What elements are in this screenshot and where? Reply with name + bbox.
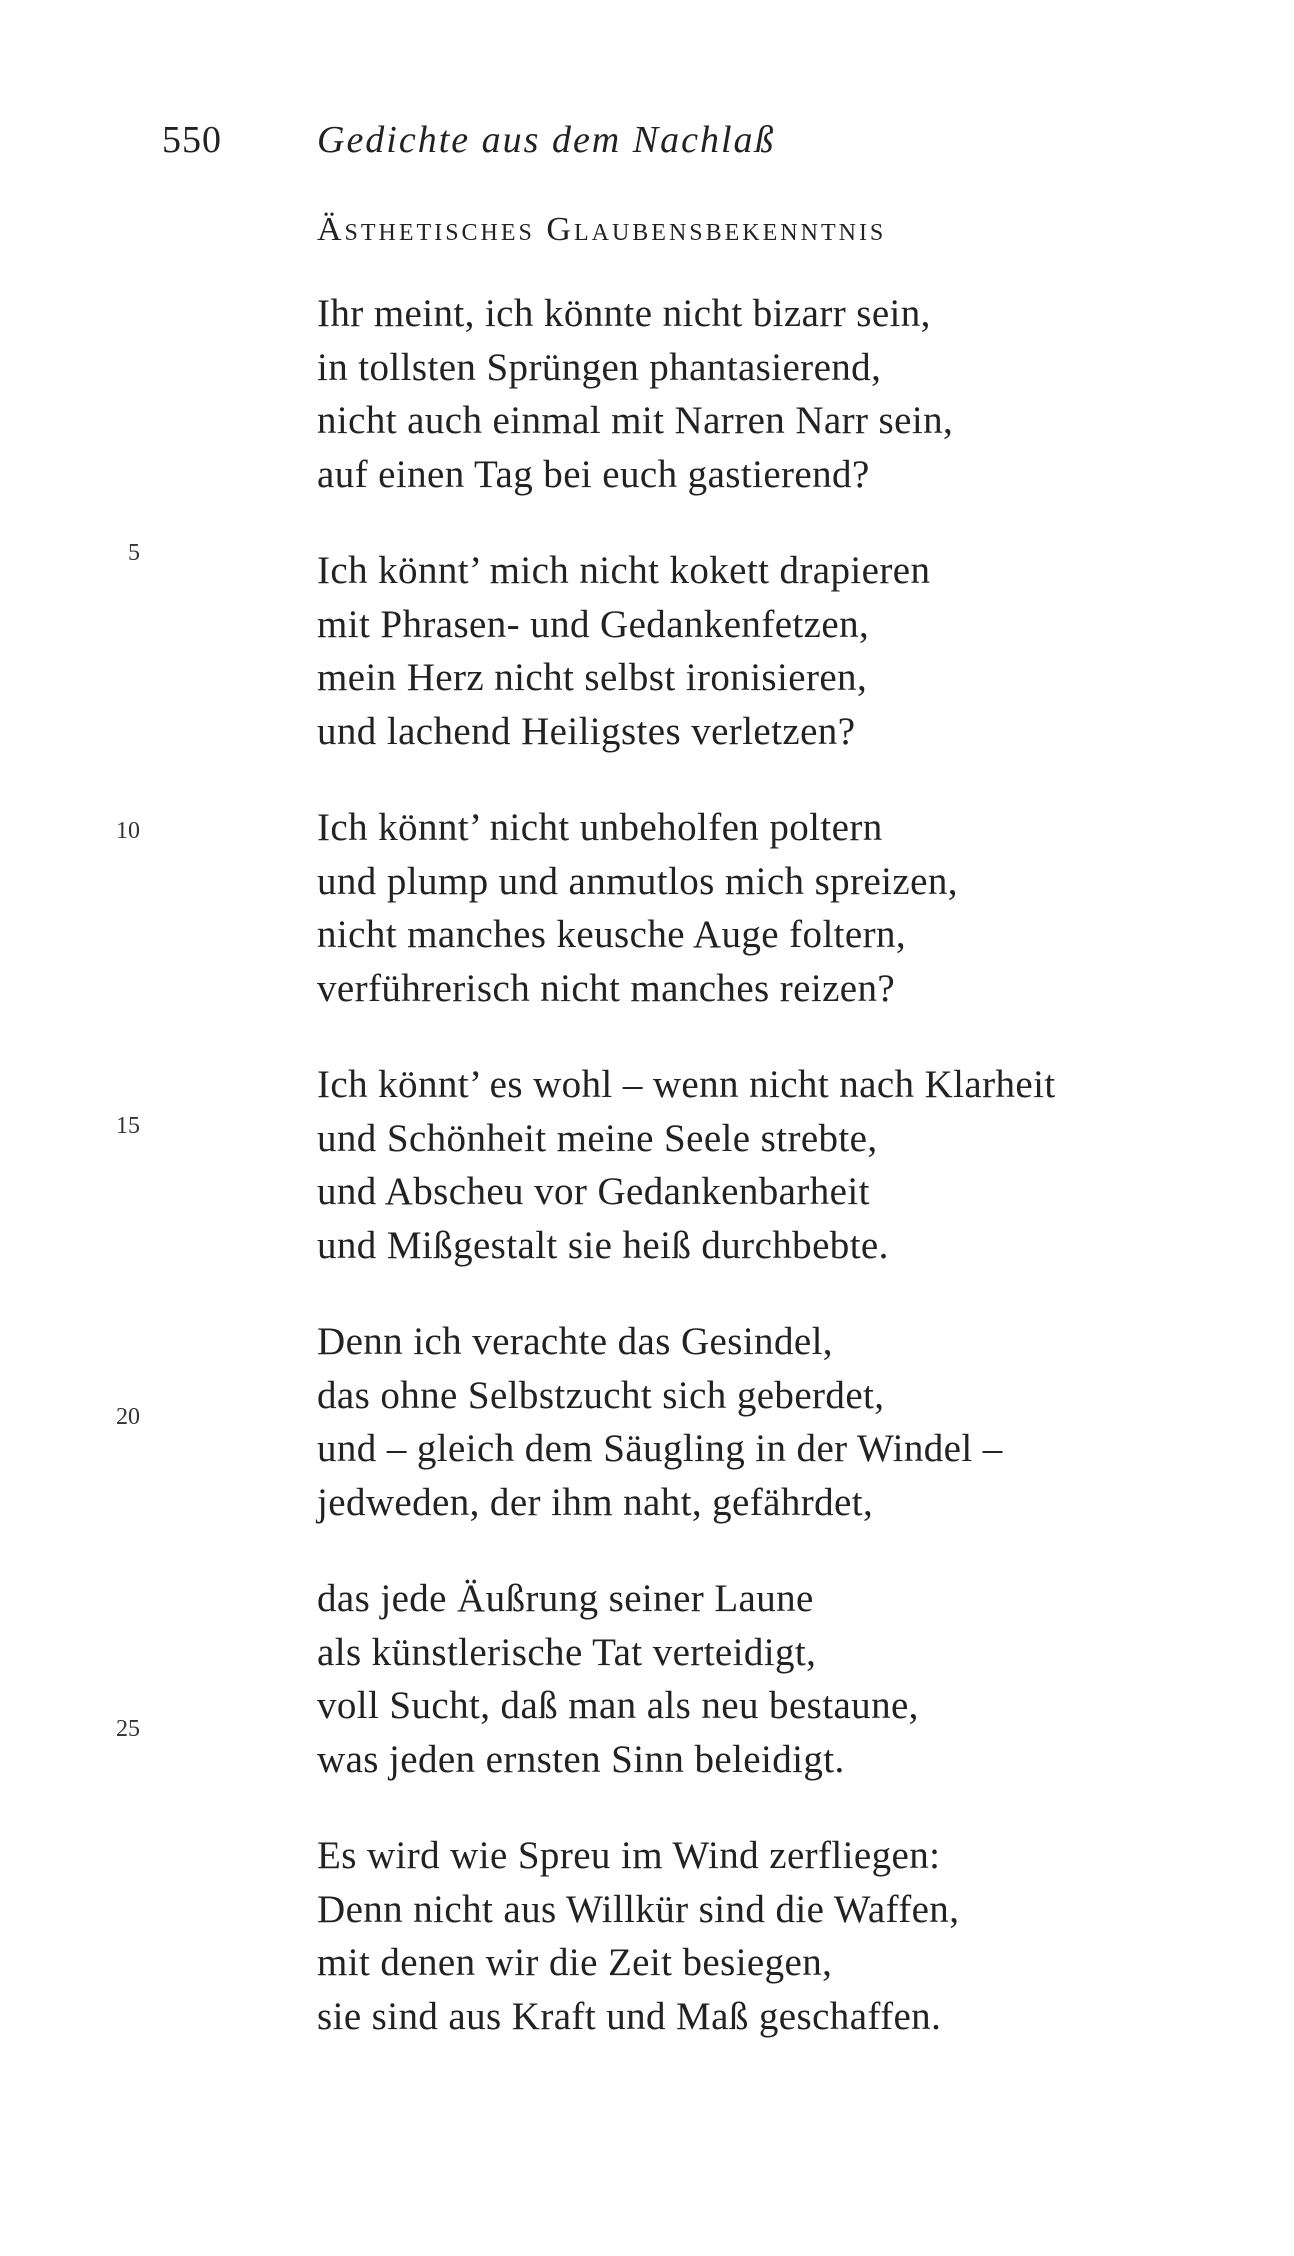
stanza-1: [317, 287, 1056, 501]
running-head: Gedichte aus dem Nachlaß: [317, 119, 776, 161]
verse-line: Ich könnt’ mich nicht kokett drapieren: [317, 549, 931, 592]
stanza-2: [317, 544, 1056, 758]
stanza-6: [317, 1572, 1056, 1786]
verse-line: mit denen wir die Zeit besiegen,: [317, 1941, 833, 1984]
verse-line: Denn ich verachte das Gesindel,: [317, 1320, 833, 1363]
line-number-25: 25: [116, 1716, 140, 1742]
stanza-7: [317, 1829, 1056, 2043]
verse-line: und – gleich dem Säugling in der Windel –: [317, 1427, 1003, 1470]
verse-line: Ich könnt’ nicht unbeholfen poltern: [317, 806, 883, 849]
line-number-20: 20: [116, 1404, 140, 1430]
verse-line: Ich könnt’ es wohl – wenn nicht nach Klarheit: [317, 1063, 1056, 1106]
verse-line: verführerisch nicht manches reizen?: [317, 966, 896, 1010]
stanza-4: [317, 1058, 1056, 1272]
verse-line: mit Phrasen- und Gedankenfetzen,: [317, 602, 870, 646]
poem-title: Ästhetisches Glaubensbekenntnis: [317, 211, 887, 248]
verse-line: das ohne Selbstzucht sich geberdet,: [317, 1373, 885, 1417]
verse-line: Ihr meint, ich könnte nicht bizarr sein,: [317, 292, 931, 335]
verse-line: Es wird wie Spreu im Wind zerfliegen:: [317, 1834, 941, 1877]
stanza-3: [317, 801, 1056, 1015]
verse-line: das jede Äußrung seiner Laune: [317, 1577, 814, 1620]
verse-line: mein Herz nicht selbst ironisieren,: [317, 656, 868, 699]
poem-body: [317, 287, 1056, 2086]
verse-line: nicht auch einmal mit Narren Narr sein,: [317, 399, 954, 442]
verse-line: Denn nicht aus Willkür sind die Waffen,: [317, 1887, 960, 1931]
verse-line: als künstlerische Tat verteidigt,: [317, 1630, 817, 1674]
line-number-10: 10: [116, 818, 140, 844]
verse-line: nicht manches keusche Auge foltern,: [317, 913, 907, 956]
verse-line: und Mißgestalt sie heiß durchbebte.: [317, 1223, 889, 1267]
verse-line: und Schönheit meine Seele strebte,: [317, 1116, 878, 1160]
line-number-5: 5: [128, 540, 140, 566]
verse-line: was jeden ernsten Sinn beleidigt.: [317, 1737, 845, 1781]
verse-line: und Abscheu vor Gedankenbarheit: [317, 1170, 870, 1213]
verse-line: in tollsten Sprüngen phantasierend,: [317, 345, 882, 389]
verse-line: jedweden, der ihm naht, gefährdet,: [317, 1480, 874, 1524]
verse-line: und plump und anmutlos mich spreizen,: [317, 859, 958, 903]
verse-line: und lachend Heiligstes verletzen?: [317, 709, 856, 753]
verse-line: auf einen Tag bei euch gastierend?: [317, 452, 870, 496]
page-number: 550: [162, 119, 222, 161]
verse-line: voll Sucht, daß man als neu bestaune,: [317, 1684, 919, 1727]
verse-line: sie sind aus Kraft und Maß geschaffen.: [317, 1994, 942, 2038]
line-number-15: 15: [116, 1113, 140, 1139]
stanza-5: [317, 1315, 1056, 1529]
